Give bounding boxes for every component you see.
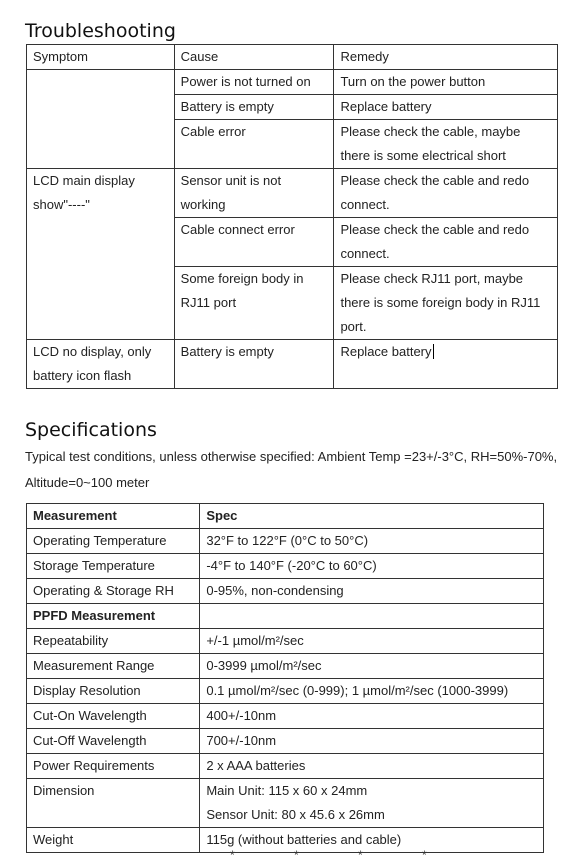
spec-key: Repeatability — [27, 629, 200, 654]
table-row — [27, 779, 544, 828]
cause-cell: Battery is empty — [174, 95, 334, 120]
table-row — [27, 629, 544, 654]
header-remedy: Remedy — [334, 45, 558, 70]
table-row — [27, 704, 544, 729]
spec-value: +/-1 µmol/m²/sec — [200, 629, 544, 654]
spec-value: 400+/-10nm — [200, 704, 544, 729]
cause-cell: Cable error — [174, 120, 334, 169]
spec-key: Weight — [27, 828, 200, 853]
spec-key: Cut-Off Wavelength — [27, 729, 200, 754]
table-row — [27, 754, 544, 779]
remedy-cell: Please check RJ11 port, maybe there is some foreign body in RJ11 port. — [334, 267, 558, 340]
spec-key: Power Requirements — [27, 754, 200, 779]
spec-value: 0.1 µmol/m²/sec (0-999); 1 µmol/m²/sec (1000-3999) — [200, 679, 544, 704]
table-row — [27, 70, 558, 95]
table-row — [27, 729, 544, 754]
cause-cell: Sensor unit is not working — [174, 169, 334, 218]
remedy-cell[interactable] — [334, 340, 558, 389]
spec-key: Dimension — [27, 779, 200, 828]
remedy-cell: Please check the cable and redo connect. — [334, 218, 558, 267]
spec-value: 700+/-10nm — [200, 729, 544, 754]
spec-value: 32°F to 122°F (0°C to 50°C) — [200, 529, 544, 554]
table-row — [27, 529, 544, 554]
spec-key: Operating Temperature — [27, 529, 200, 554]
remedy-cell: Please check the cable, maybe there is some electrical short — [334, 120, 558, 169]
table-row — [27, 579, 544, 604]
specifications-table — [26, 503, 544, 853]
spec-value-line: Main Unit: 115 x 60 x 24mm — [206, 783, 368, 798]
spec-value: 0-95%, non-condensing — [200, 579, 544, 604]
spec-value — [200, 779, 544, 828]
cause-cell: Battery is empty — [174, 340, 334, 389]
table-row — [27, 604, 544, 629]
header-spec: Spec — [200, 504, 544, 529]
spec-value: 2 x AAA batteries — [200, 754, 544, 779]
spec-key: Cut-On Wavelength — [27, 704, 200, 729]
troubleshooting-title: Troubleshooting — [25, 20, 176, 42]
spec-value: 0-3999 µmol/m²/sec — [200, 654, 544, 679]
table-row — [27, 554, 544, 579]
remedy-cell: Please check the cable and redo connect. — [334, 169, 558, 218]
table-row — [27, 169, 558, 218]
table-header-row — [27, 45, 558, 70]
remedy-cell: Replace battery — [334, 95, 558, 120]
table-header-row — [27, 504, 544, 529]
spec-key: Storage Temperature — [27, 554, 200, 579]
text-cursor — [433, 344, 434, 359]
specifications-title: Specifications — [25, 419, 157, 441]
header-symptom: Symptom — [27, 45, 175, 70]
cause-cell: Some foreign body in RJ11 port — [174, 267, 334, 340]
cause-cell: Power is not turned on — [174, 70, 334, 95]
spec-section-heading: PPFD Measurement — [27, 604, 200, 629]
spec-value: -4°F to 140°F (-20°C to 60°C) — [200, 554, 544, 579]
spec-key: Operating & Storage RH — [27, 579, 200, 604]
spec-key: Measurement Range — [27, 654, 200, 679]
header-measurement: Measurement — [27, 504, 200, 529]
table-row — [27, 679, 544, 704]
cause-cell: Cable connect error — [174, 218, 334, 267]
spec-value — [200, 604, 544, 629]
spec-key: Display Resolution — [27, 679, 200, 704]
table-row — [27, 340, 558, 389]
remedy-cell: Turn on the power button — [334, 70, 558, 95]
symptom-cell: LCD main display show"----" — [27, 169, 175, 340]
remedy-text: Replace battery — [340, 344, 432, 359]
header-cause: Cause — [174, 45, 334, 70]
test-conditions-text: Typical test conditions, unless otherwise specified: Ambient Temp =23+/-3°C, RH=50%-70%, Altitude=0~100 meter — [25, 449, 558, 490]
symptom-cell — [27, 70, 175, 169]
end-marker: * * * * — [230, 848, 455, 862]
table-row — [27, 654, 544, 679]
troubleshooting-table — [26, 44, 558, 389]
symptom-cell: LCD no display, only battery icon flash — [27, 340, 175, 389]
spec-value: 115g (without batteries and cable) — [200, 828, 544, 853]
spec-value-line: Sensor Unit: 80 x 45.6 x 26mm — [206, 807, 385, 822]
